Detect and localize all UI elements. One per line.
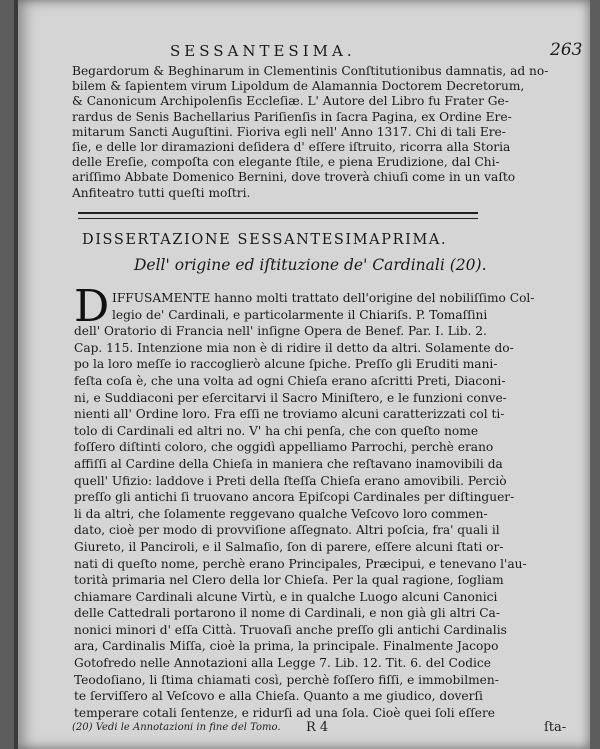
text-line: ara, Cardinalis Miſſa, cioè la prima, la principale. Finalmente Jacopo (74, 639, 499, 654)
drop-cap: D (74, 281, 110, 332)
section-subtitle: Dell' origine ed iſtituzione de' Cardinali (20). (134, 256, 487, 274)
footnote: (20) Vedi le Annotazioni in fine del Tomo. (72, 722, 281, 733)
text-line: temperare cotali ſentenze, e ridurſi ad una ſola. Cioè quei ſoli eſſere (74, 705, 495, 720)
text-line: & Canonicum Archipolenſis Eccleſiæ. L' Autore del Libro fu Frater Ge- (72, 94, 509, 109)
text-line: Anfiteatro tutti queſti moſtri. (72, 185, 251, 200)
section-divider (78, 212, 478, 219)
text-line: nati di queſto nome, perchè erano Principales, Præcipui, e tenevano l'au- (74, 556, 527, 571)
text-line: affiſſi al Cardine della Chieſa in maniera che reſtavano inamovibili da (74, 456, 503, 471)
text-line: quell' Ufizio: laddove i Preti della ſteſſa Chieſa erano amovibili. Perciò (74, 473, 507, 488)
text-line: dell' Oratorio di Francia nell' inſigne Opera de Benef. Par. I. Lib. 2. (74, 324, 487, 339)
text-line: chiamare Cardinali alcune Virtù, e in qualche Luogo alcuni Canonici (74, 589, 498, 604)
text-line: legio de' Cardinali, e particolarmente il Chiariſs. P. Tomaſſini (112, 307, 488, 322)
text-line: li da altri, che ſolamente reggevano qualche Veſcovo loro commen- (74, 506, 488, 521)
text-line: te ſerviſſero al Veſcovo e alla Chieſa. Quanto a me giudico, doverſi (74, 689, 483, 704)
text-line: ſie, e delle lor diramazioni deſidera d' eſſere iſtruito, ricorra alla Storia (72, 140, 511, 155)
text-line: mitarum Sancti Auguſtini. Fioriva egli nell' Anno 1317. Chi di tali Ere- (72, 124, 506, 139)
text-line: ni, e Suddiaconi per eſercitarvi il Sacro Miniſtero, e le funzioni conve- (74, 390, 507, 405)
text-line: dato, cioè per modo di provviſione aſſegnato. Altri poſcia, fra' quali il (74, 523, 500, 538)
catchword: ſta- (544, 720, 567, 735)
text-line: bilem & ſapientem virum Lipoldum de Alamannia Doctorem Decretorum, (72, 79, 525, 94)
continued-paragraph (72, 64, 582, 201)
text-line: torità primaria nel Clero della lor Chieſa. Per la qual ragione, ſogliam (74, 573, 504, 588)
text-line: preſſo gli antichi ſi truovano ancora Epiſcopi Cardinales per diſtinguer- (74, 490, 515, 505)
page-number: 263 (550, 40, 583, 60)
text-line: Teodoſiano, li ſtima chiamati così, perchè foſſero fiſſi, e immobilmen- (74, 672, 499, 687)
page-gutter-shadow (14, 0, 18, 749)
text-line: rardus de Senis Bachellarius Pariſienſis in ſacra Pagina, ex Ordine Ere- (72, 109, 512, 124)
text-line: Cap. 115. Intenzione mia non è di ridire il detto da altri. Solamente do- (74, 340, 514, 355)
text-line: Giureto, il Panciroli, e il Salmaſio, ſon di parere, eſſere alcuni ſtati or- (74, 539, 504, 554)
text-line: delle Cattedrali portarono il nome di Cardinali, e non già gli altri Ca- (74, 606, 500, 621)
main-paragraph (74, 281, 594, 721)
text-line: Begardorum & Beghinarum in Clementinis Conſtitutionibus damnatis, ad no- (72, 64, 549, 78)
text-line: nienti all' Ordine loro. Fra eſſi ne troviamo alcuni caratterizzati col ti- (74, 407, 505, 422)
book-page (14, 0, 590, 749)
text-line: nonici minori d' eſſa Città. Truovaſi anche preſſo gli antichi Cardinalis (74, 622, 507, 637)
running-head: SESSANTESIMA. (170, 42, 356, 60)
text-line: ariſſimo Abbate Domenico Bernini, dove troverà chiuſi come in un vaſto (72, 170, 516, 185)
text-line: delle Ereſie, compoſta con elegante ſtile, e piena Erudizione, dal Chi- (72, 155, 500, 170)
signature-mark: R 4 (306, 720, 329, 735)
text-line: Gotofredo nelle Annotazioni alla Legge 7. Lib. 12. Tit. 6. del Codice (74, 656, 491, 671)
text-line: feſta coſa è, che una volta ad ogni Chieſa erano aſcritti Preti, Diaconi- (74, 373, 506, 388)
text-line: foſſero diſtinti coloro, che oggidì appelliamo Parrochi, perchè erano (74, 440, 494, 455)
section-title: DISSERTAZIONE SESSANTESIMAPRIMA. (82, 232, 448, 248)
text-line: IFFUSAMENTE hanno molti trattato dell'origine del nobiliſſimo Col- (112, 291, 535, 305)
text-line: tolo di Cardinali ed altri no. V' ha chi penſa, che con queſto nome (74, 423, 479, 438)
text-line: po la loro meſſe io raccoglierò alcune ſpiche. Preſſo gli Eruditi mani- (74, 357, 498, 372)
